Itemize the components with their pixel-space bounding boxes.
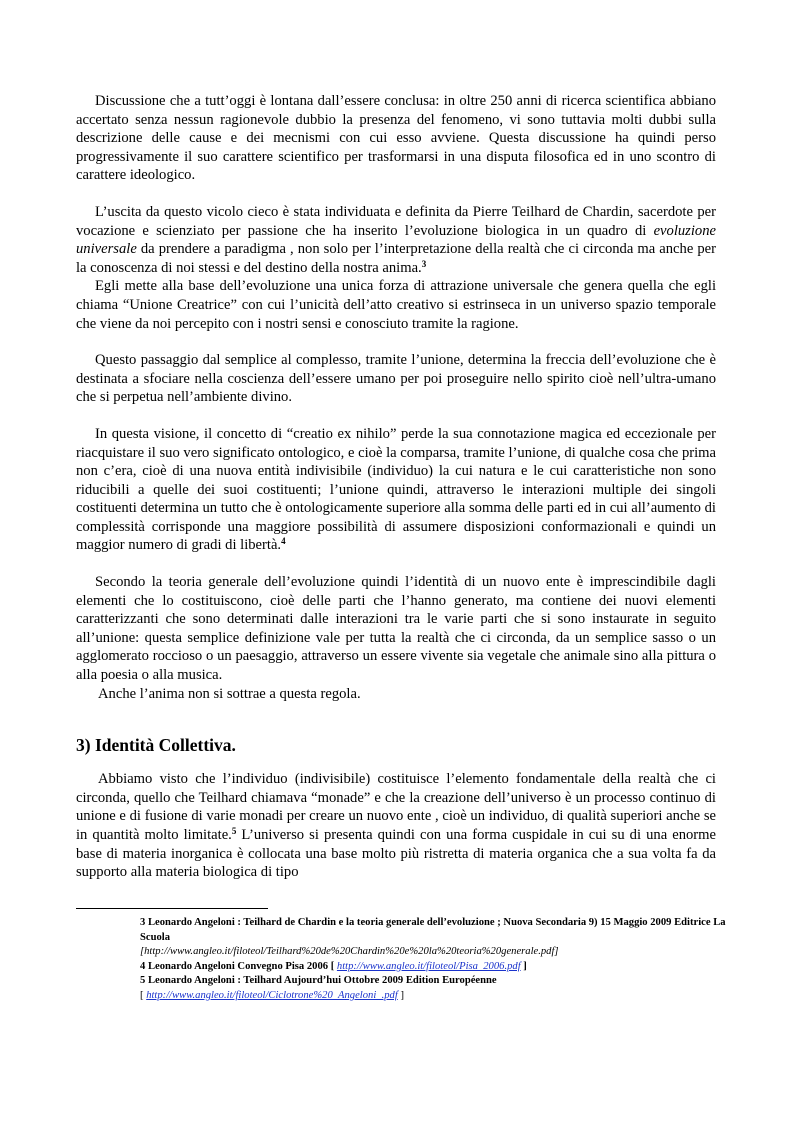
footnote-4-bracket-close: ] [523, 960, 527, 972]
footnote-4 [140, 960, 730, 975]
paragraph-3-text: Egli mette alla base dell’evoluzione una unica forza di attrazione universale che genera quella che egli chiama “Unione Creatrice” con cui l’unicità dell’atto creativo si estrinseca in un universo spazio temporale che viene da noi percepito con i nostri sensi e conosciuto tramite la ragione. [76, 278, 716, 332]
footnote-4-link[interactable]: http://www.angleo.it/filoteol/Pisa_2006.pdf [336, 960, 521, 972]
paragraph-5 [76, 425, 716, 555]
paragraph-1-text: Discussione che a tutt’oggi è lontana dall’essere conclusa: in oltre 250 anni di ricerca scientifica abbiano accertato senza nessun ragionevole dubbio la presenza del fenomeno, vi sono tuttavia molti dubbi sulla descrizione delle cause e dei mecnismi con cui esso avviene. Questa discussione ha quindi perso progressivamente il suo carattere scientifico per trasformarsi in una disputa filosofica ed in uno scontro di carattere ideologico. [76, 93, 716, 184]
paragraph-6-text: Secondo la teoria generale dell’evoluzione quindi l’identità di un nuovo ente è imprescindibile dagli elementi che lo costituiscono, cioè delle parti che l’hanno generato, ma contiene dei nuovi elementi caratterizzanti che sono determinati dalle interazioni tra le varie parti che si sono instaurate in seguito all’unione: questa semplice definizione vale per tutta la realtà che ci circonda, da un semplice sasso o un agglomerato roccioso o un paesaggio, attraverso un essere vivente sia vegetale che animale sino alla pittura o alla poesia o alla musica. [76, 574, 716, 684]
paragraph-3 [76, 277, 716, 333]
footnote-5-bracket-close: ] [400, 989, 404, 1001]
footnote-3-citation: 3 Leonardo Angeloni : Teilhard de Chardin e la teoria generale dell’evoluzione ; Nuova Secondaria 9) 15 Maggio 2009 Editrice La Scuola [140, 917, 726, 943]
footnote-5-bracket-open: [ [140, 989, 144, 1001]
section-heading: 3) Identità Collettiva. [76, 735, 236, 756]
paragraph-8-text-a: Abbiamo visto che l’individuo (indivisibile) costituisce l’elemento fondamentale della realtà che ci circonda, quello che Teilhard chiamava “monade” e che la creazione dell’universo è un processo continuo di unione e di fusione di varie monadi per creare un nuovo ente , cioè un individuo, di qualità superiori anche se in quantità molto limitate. [76, 771, 716, 843]
footnote-3 [140, 916, 730, 960]
paragraph-2 [76, 203, 716, 277]
footnote-4-citation: 4 Leonardo Angeloni Convegno Pisa 2006 [140, 960, 329, 972]
footnote-4-bracket-open: [ [330, 960, 335, 972]
paragraph-8 [76, 770, 716, 882]
paragraph-1 [76, 92, 716, 185]
paragraph-2-text-a: L’uscita da questo vicolo cieco è stata individuata e definita da Pierre Teilhard de Chardin, sacerdote per vocazione e scienziato per passione che ha inserito l’evoluzione biologica in un quadro di [76, 203, 716, 239]
footnote-5 [140, 974, 730, 1003]
paragraph-7 [76, 685, 716, 704]
paragraph-5-text: In questa visione, il concetto di “creatio ex nihilo” perde la sua connotazione magica ed eccezionale per riacquistare il suo vero significato ontologico, e cioè la comparsa, tramite l’unione, di qualche cosa che prima non c’era, cioè di una nuova entità indivisibile (individuo) la cui natura e le cui caratteristiche non sono riducibili a quelle dei suoi costituenti; l’unione quindi, attraverso le interazioni multiple dei singoli costituenti determina un tutto che è ontologicamente superiore alla somma delle parti ed in cui all’aumento di complessità corrisponde una maggiore possibilità di assumere disposizioni conformazionali e quindi un maggior numero di gradi di libertà. [76, 425, 716, 554]
footnote-ref-4[interactable]: 4 [281, 536, 286, 547]
paragraph-6 [76, 573, 716, 685]
footnote-3-url[interactable]: [http://www.angleo.it/filoteol/Teilhard%20de%20Chardin%20e%20la%20teoria%20generale.pdf] [140, 946, 559, 958]
paragraph-7-text: Anche l’anima non si sottrae a questa regola. [98, 685, 361, 702]
footnote-ref-3[interactable]: 3 [421, 258, 427, 269]
footnote-5-link[interactable]: http://www.angleo.it/filoteol/Ciclotrone%20_Angeloni_.pdf [146, 989, 398, 1001]
footnote-ref-5[interactable]: 5 [231, 826, 237, 836]
footnotes [140, 916, 730, 1004]
footnote-5-citation: 5 Leonardo Angeloni : Teilhard Aujourd’hui Ottobre 2009 Edition Européenne [140, 975, 497, 987]
paragraph-8-text-b: L’universo si presenta quindi con una forma cuspidale in cui su di una enorme base di materia inorganica è collocata una base molto più ristretta di materia organica che a sua volta fa da supporto alla materia biologica di tipo [76, 827, 716, 881]
footnote-separator [76, 908, 268, 909]
emphasis-evoluzione-universale: evoluzione universale [76, 222, 716, 258]
paragraph-4 [76, 351, 716, 407]
paragraph-4-text: Questo passaggio dal semplice al complesso, tramite l’unione, determina la freccia dell’evoluzione che è destinata a sfociare nella coscienza dell’essere umano per poi proseguire nello spirito cioè nell’ultra-umano che si perpetua nell’ambiente divino. [76, 352, 716, 406]
document-body [76, 92, 716, 882]
paragraph-2-text-b: da prendere a paradigma , non solo per l’interpretazione della realtà che ci circonda ma anche per la conoscenza di noi stessi e del destino della nostra anima. [76, 241, 716, 276]
